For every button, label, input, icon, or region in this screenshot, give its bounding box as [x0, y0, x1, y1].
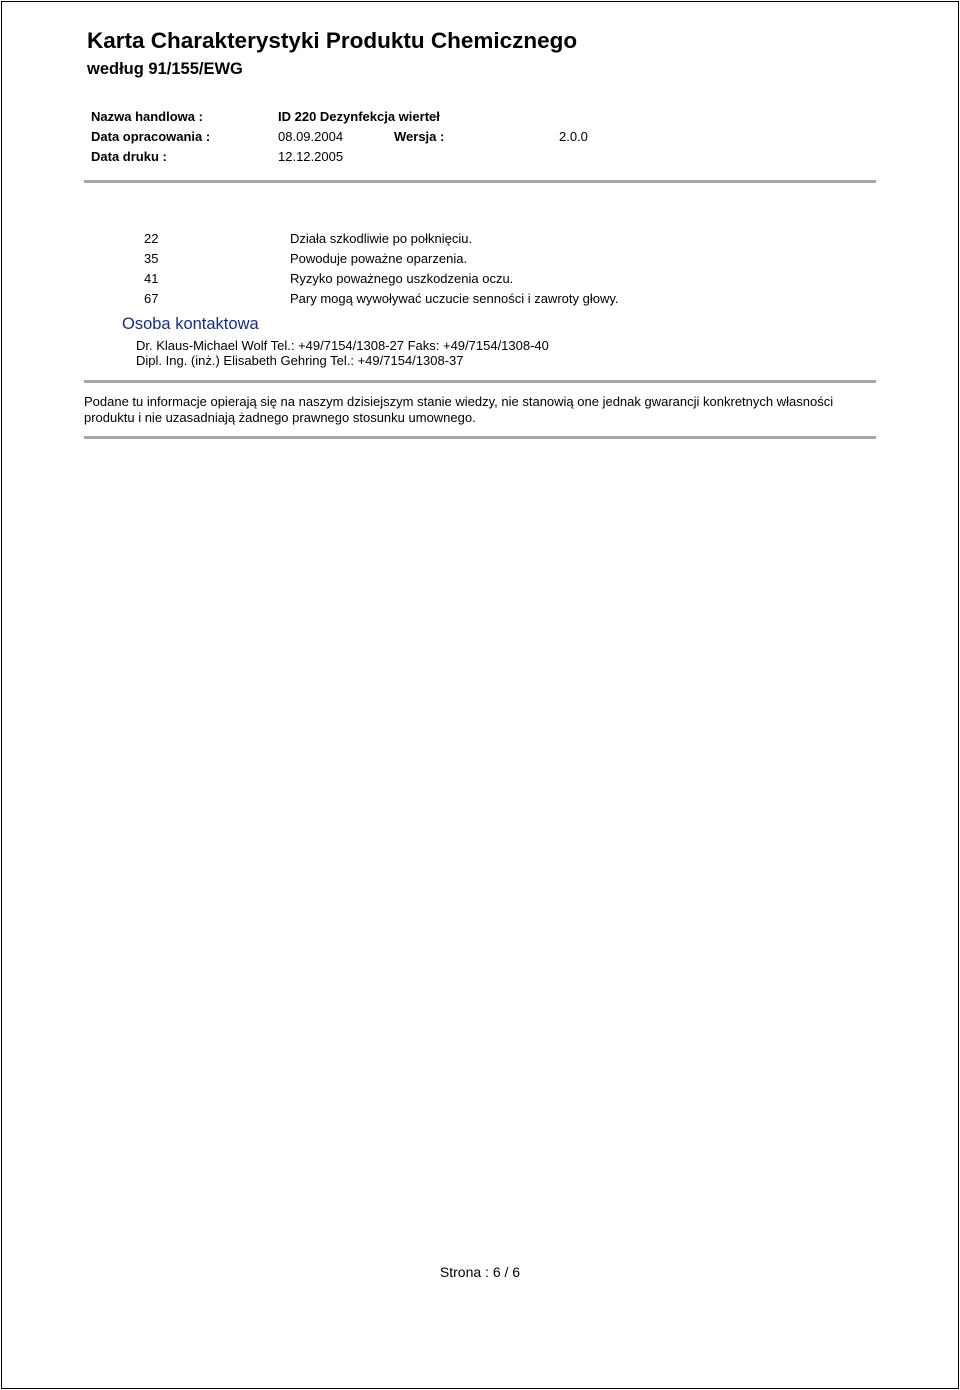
version-value: 2.0.0 [559, 129, 588, 144]
r-phrase-text: Powoduje poważne oparzenia. [290, 251, 468, 266]
print-value: 12.12.2005 [278, 149, 344, 164]
contact-divider [84, 380, 876, 383]
contact-line: Dipl. Ing. (inż.) Elisabeth Gehring Tel.: +49/7154/1308-37 [136, 353, 464, 368]
r-phrase-text: Działa szkodliwie po połknięciu. [290, 231, 473, 246]
trade-name-label: Nazwa handlowa : [91, 109, 203, 124]
document-subtitle: według 91/155/EWG [87, 60, 243, 78]
prepared-label: Data opracowania : [91, 129, 211, 144]
version-label: Wersja : [394, 129, 445, 144]
r-phrase-text: Ryzyko poważnego uszkodzenia oczu. [290, 271, 514, 286]
contact-line: Dr. Klaus-Michael Wolf Tel.: +49/7154/1308-27 Faks: +49/7154/1308-40 [136, 338, 549, 353]
trade-name-value: ID 220 Dezynfekcja wierteł [278, 109, 440, 124]
disclaimer-divider [84, 436, 876, 439]
page-number: Strona : 6 / 6 [439, 1264, 521, 1280]
r-phrase-code: 22 [144, 231, 159, 246]
disclaimer-text: Podane tu informacje opierają się na naszym dzisiejszym stanie wiedzy, nie stanowią one jednak gwarancji konkretnych własności produktu i nie uzasadniają żadnego prawnego stosunku umownego. [84, 394, 834, 425]
prepared-value: 08.09.2004 [278, 129, 344, 144]
print-label: Data druku : [91, 149, 167, 164]
contact-heading: Osoba kontaktowa [122, 315, 259, 333]
r-phrase-code: 41 [144, 271, 159, 286]
document-title: Karta Charakterystyki Produktu Chemicznego [87, 28, 578, 53]
page-frame [1, 1, 959, 1389]
r-phrase-code: 67 [144, 291, 159, 306]
header-divider [84, 180, 876, 183]
r-phrase-text: Pary mogą wywoływać uczucie senności i zawroty głowy. [290, 291, 619, 306]
r-phrase-code: 35 [144, 251, 159, 266]
